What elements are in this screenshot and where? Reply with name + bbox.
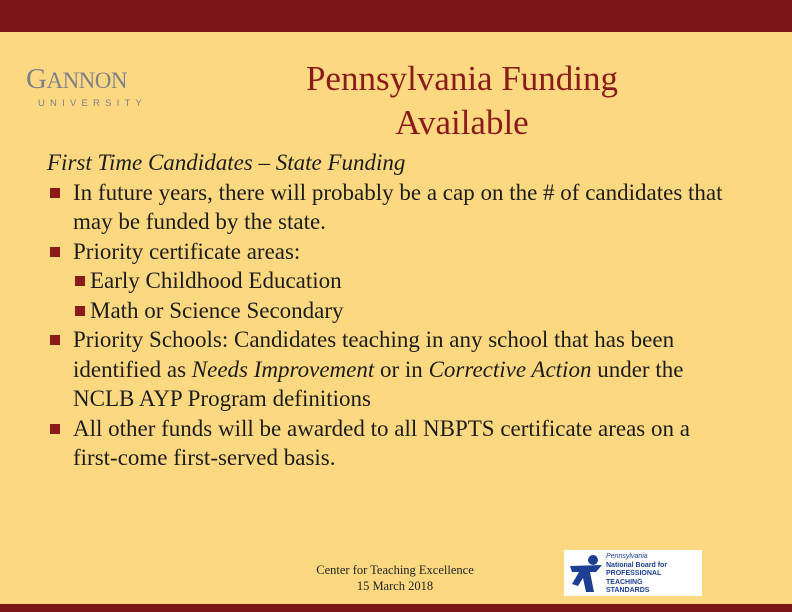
top-bar — [0, 0, 792, 32]
bullet-item — [47, 414, 737, 473]
sub-bullet-text: Early Childhood Education — [90, 268, 342, 293]
footer-date: 15 March 2018 — [356, 579, 434, 593]
badge-text — [606, 553, 700, 596]
bullet-text: All other funds will be awarded to all NBPTS certificate areas on a first-come first-served basis. — [73, 415, 690, 470]
nbpts-badge — [564, 550, 702, 596]
logo-initial: G — [26, 63, 47, 95]
badge-line: STANDARDS — [606, 587, 650, 595]
sub-list — [47, 266, 737, 325]
bullet-item — [47, 178, 737, 237]
section-heading: First Time Candidates – State Funding — [47, 150, 406, 175]
bullet-item — [47, 237, 737, 267]
badge-line: National Board for — [606, 561, 668, 569]
bullet-text: Priority certificate areas: — [73, 238, 301, 264]
title-line-2: Available — [395, 103, 529, 142]
logo-subtext: UNIVERSITY — [38, 98, 148, 109]
bullet-text: or in — [374, 356, 429, 382]
logo-rest: ANNON — [46, 68, 128, 93]
logo-name — [26, 64, 156, 96]
slide-title — [262, 57, 662, 145]
bullet-item — [47, 325, 737, 414]
bullet-text: under the NCLB AYP Program definitions — [73, 356, 684, 411]
badge-line: TEACHING — [606, 578, 643, 586]
sub-bullet-text: Math or Science Secondary — [90, 297, 344, 323]
footer — [290, 562, 500, 594]
footer-line-1: Center for Teaching Excellence — [316, 563, 474, 577]
person-figure-icon — [566, 550, 606, 596]
bottom-bar — [0, 604, 792, 612]
sub-bullet-item — [75, 266, 737, 296]
bullet-text: In future years, there will probably be a cap on the # of candidates that may be funded by the state. — [73, 179, 723, 234]
gannon-logo — [26, 64, 156, 114]
emphasis-text: Needs Improvement — [191, 356, 375, 382]
badge-line: Pennsylvania — [606, 553, 648, 560]
badge-line: PROFESSIONAL — [606, 570, 662, 578]
slide-content — [47, 148, 737, 473]
emphasis-text: Corrective Action — [428, 356, 592, 382]
title-line-1: Pennsylvania Funding — [305, 59, 619, 98]
sub-bullet-item — [75, 296, 737, 326]
bullet-text: Priority Schools: Candidates teaching in any school that has been identified as — [73, 327, 675, 382]
